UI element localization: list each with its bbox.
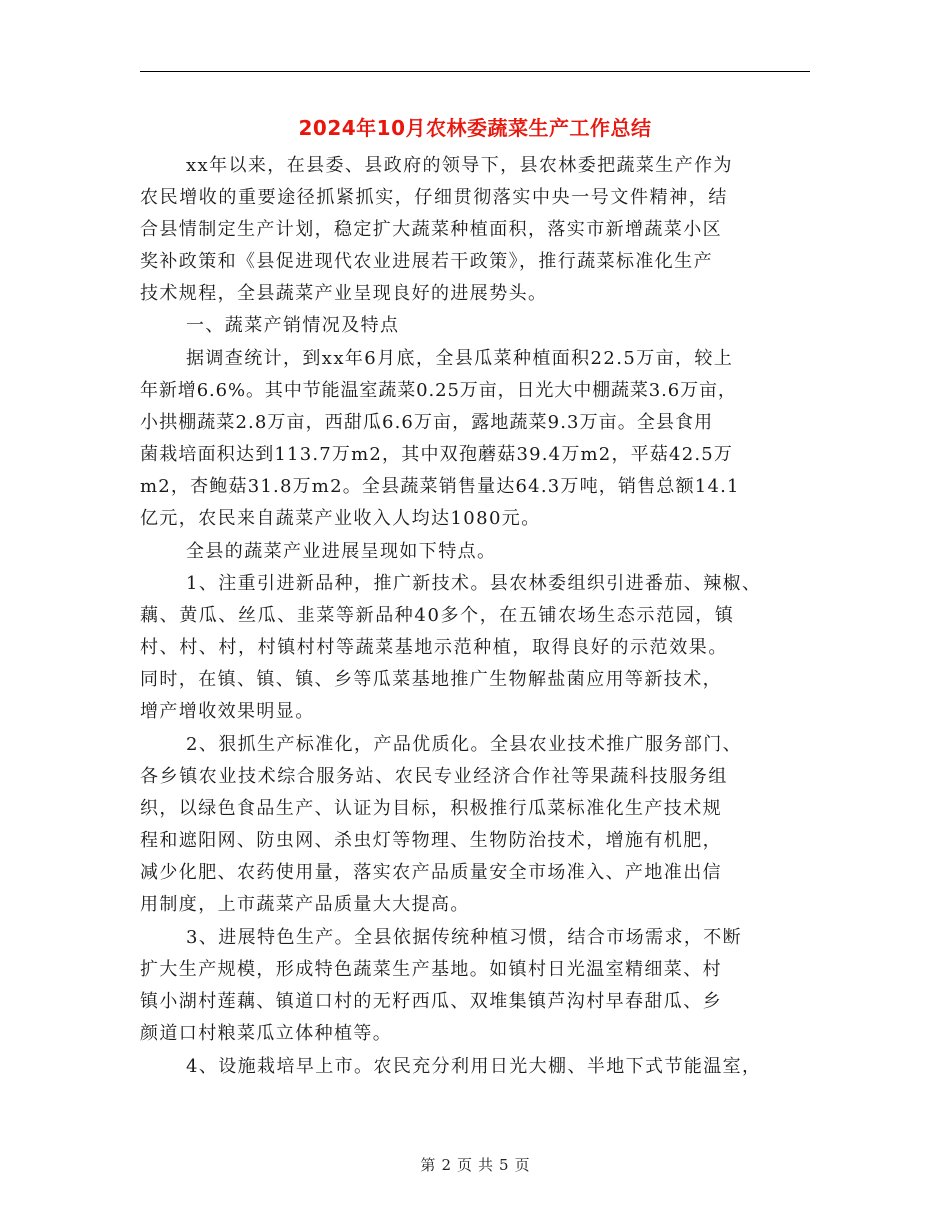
body-line: 4、设施栽培早上市。农民充分利用日光大棚、半地下式节能温室， — [186, 1056, 762, 1077]
body-line: m2，杏鲍菇31.8万m2。全县蔬菜销售量达64.3万吨，销售总额14.1 — [140, 476, 740, 497]
body-line: 各乡镇农业技术综合服务站、农民专业经济合作社等果蔬科技服务组 — [140, 766, 728, 787]
footer-suffix: 页 — [514, 1156, 530, 1174]
body-line: 农民增收的重要途径抓紧抓实，仔细贯彻落实中央一号文件精神，结 — [140, 187, 728, 208]
total-pages-number: 5 — [499, 1156, 509, 1174]
header-rule — [140, 71, 810, 72]
body-line: 2、狠抓生产标准化，产品优质化。全县农业技术推广服务部门、 — [186, 734, 743, 755]
body-line: 菌栽培面积达到113.7万m2，其中双孢蘑菇39.4万m2，平菇42.5万 — [140, 444, 734, 465]
body-line: 程和遮阳网、防虫网、杀虫灯等物理、生物防治技术，增施有机肥， — [140, 830, 722, 851]
body-line: 颜道口村粮菜瓜立体种植等。 — [140, 1023, 393, 1044]
body-line: 小拱棚蔬菜2.8万亩，西甜瓜6.6万亩，露地蔬菜9.3万亩。全县食用 — [140, 412, 714, 433]
body-line: 1、注重引进新品种，推广新技术。县农林委组织引进番茄、辣椒、 — [186, 573, 762, 594]
body-line: 减少化肥、农药使用量，落实农产品质量安全市场准入、产地准出信 — [140, 862, 722, 883]
body-line: 全县的蔬菜产业进展呈现如下特点。 — [186, 541, 497, 562]
body-line: 扩大生产规模，形成特色蔬菜生产基地。如镇村日光温室精细菜、村 — [140, 959, 722, 980]
body-line: xx年以来，在县委、县政府的领导下，县农林委把蔬菜生产作为 — [186, 155, 733, 176]
body-line: 亿元，农民来自蔬菜产业收入人均达1080元。 — [140, 508, 541, 529]
body-line: 织，以绿色食品生产、认证为目标，积极推行瓜菜标准化生产技术规 — [140, 798, 722, 819]
body-line: 用制度，上市蔬菜产品质量大大提高。 — [140, 894, 470, 915]
footer-total-label: 共 — [478, 1156, 494, 1174]
footer-page-label: 页 — [456, 1156, 472, 1174]
body-line: 奖补政策和《县促进现代农业进展若干政策》，推行蔬菜标准化生产 — [140, 251, 713, 272]
body-line: 年新增6.6%。其中节能温室蔬菜0.25万亩，日光大中棚蔬菜3.6万亩， — [140, 380, 737, 401]
body-line: 增产增收效果明显。 — [140, 701, 315, 722]
section-heading: 一、蔬菜产销情况及特点 — [186, 315, 400, 336]
body-line: 镇小湖村莲藕、镇道口村的无籽西瓜、双堆集镇芦沟村早春甜瓜、乡 — [140, 991, 722, 1012]
body-line: 藕、黄瓜、丝瓜、韭菜等新品种40多个，在五铺农场生态示范园，镇 — [140, 605, 735, 626]
body-line: 合县情制定生产计划，稳定扩大蔬菜种植面积，落实市新增蔬菜小区 — [140, 219, 722, 240]
body-line: 同时，在镇、镇、镇、乡等瓜菜基地推广生物解盐菌应用等新技术， — [140, 669, 722, 690]
footer-prefix: 第 — [420, 1156, 436, 1174]
document-title: 2024年10月农林委蔬菜生产工作总结 — [298, 116, 652, 140]
page-footer — [0, 1154, 950, 1175]
body-line: 3、进展特色生产。全县依据传统种植习惯，结合市场需求，不断 — [186, 927, 743, 948]
body-line: 据调查统计，到xx年6月底，全县瓜菜种植面积22.5万亩，较上 — [186, 348, 734, 369]
body-line: 村、村、村，村镇村村等蔬菜基地示范种植，取得良好的示范效果。 — [140, 637, 728, 658]
body-line: 技术规程，全县蔬菜产业呈现良好的进展势头。 — [140, 283, 548, 304]
current-page-number: 2 — [441, 1156, 451, 1174]
